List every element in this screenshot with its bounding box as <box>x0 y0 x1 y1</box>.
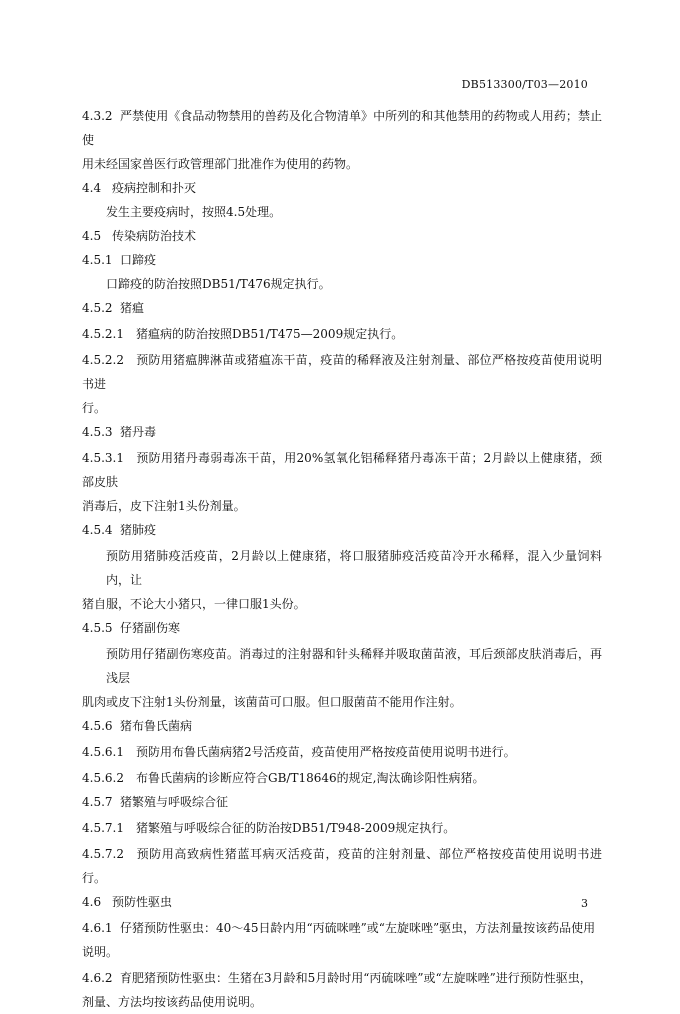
section-title: 猪布鲁氏菌病 <box>120 719 193 733</box>
section-number: 4.5.2 <box>82 301 113 315</box>
section-4-5-6 <box>82 714 602 738</box>
section-4-5-1 <box>82 248 602 272</box>
section-number: 4.5 <box>82 229 102 243</box>
paragraph-4-5-4: 预防用猪肺疫活疫苗，2月龄以上健康猪，将口服猪肺疫活疫苗冷开水稀释，混入少量饲料内，让 <box>106 549 602 587</box>
clause-text: 布鲁氏菌病的诊断应符合GB/T18646的规定,淘汰确诊阳性病猪。 <box>136 771 485 785</box>
clause-4-5-7-1 <box>82 816 602 840</box>
section-number: 4.5.3 <box>82 425 113 439</box>
section-number: 4.4 <box>82 181 102 195</box>
clause-4-5-3-1 <box>82 446 602 494</box>
section-title: 疫病控制和扑灭 <box>112 181 197 195</box>
clause-number: 4.5.7.2 <box>82 847 124 861</box>
paragraph-4-5-4-cont: 猪自服，不论大小猪只，一律口服1头份。 <box>82 597 306 611</box>
clause-4-5-6-2 <box>82 766 602 790</box>
clause-text: 严禁使用《食品动物禁用的兽药及化合物清单》中所列的和其他禁用的药物或人用药；禁止使 <box>82 109 602 147</box>
section-title: 传染病防治技术 <box>112 229 197 243</box>
clause-4-6-2-cont: 剂量、方法均按该药品使用说明。 <box>82 995 263 1009</box>
section-4-5-7 <box>82 790 602 814</box>
document-body <box>82 104 602 1014</box>
page-number: 3 <box>581 897 588 910</box>
clause-number: 4.5.6.2 <box>82 771 124 785</box>
paragraph-4-5-5-cont: 肌肉或皮下注射1头份剂量，该菌苗可口服。但口服菌苗不能用作注射。 <box>82 695 462 709</box>
section-4-4 <box>82 176 602 200</box>
section-title: 猪繁殖与呼吸综合征 <box>120 795 229 809</box>
clause-4-6-1-cont: 说明。 <box>82 945 119 959</box>
clause-4-6-2 <box>82 966 602 990</box>
clause-number: 4.6.2 <box>82 971 113 985</box>
section-4-5 <box>82 224 602 248</box>
clause-text: 猪瘟病的防治按照DB51/T475—2009规定执行。 <box>136 327 404 341</box>
clause-number: 4.3.2 <box>82 109 113 123</box>
section-4-5-2 <box>82 296 602 320</box>
section-4-5-4 <box>82 518 602 542</box>
section-4-5-3 <box>82 420 602 444</box>
section-number: 4.5.7 <box>82 795 113 809</box>
section-number: 4.5.4 <box>82 523 113 537</box>
clause-4-5-2-2-cont: 行。 <box>82 401 107 415</box>
clause-4-3-2 <box>82 104 602 152</box>
clause-number: 4.5.7.1 <box>82 821 124 835</box>
clause-4-5-7-2 <box>82 842 602 890</box>
section-number: 4.5.5 <box>82 621 113 635</box>
clause-text: 育肥猪预防性驱虫：生猪在3月龄和5月龄时用“丙硫咪唑”或“左旋咪唑”进行预防性驱虫， <box>120 971 592 985</box>
clause-number: 4.5.6.1 <box>82 745 124 759</box>
clause-text: 预防用猪丹毒弱毒冻干苗，用20%氢氧化铝稀释猪丹毒冻干苗；2月龄以上健康猪，颈部皮肤 <box>82 451 602 489</box>
clause-number: 4.5.2.2 <box>82 353 124 367</box>
section-number: 4.5.1 <box>82 253 113 267</box>
section-title: 仔猪副伤寒 <box>120 621 181 635</box>
paragraph-4-4: 发生主要疫病时，按照4.5处理。 <box>106 205 282 219</box>
section-title: 猪瘟 <box>120 301 145 315</box>
section-number: 4.6 <box>82 895 102 909</box>
section-title: 口蹄疫 <box>120 253 157 267</box>
section-title: 预防性驱虫 <box>112 895 173 909</box>
clause-number: 4.5.2.1 <box>82 327 124 341</box>
clause-4-5-2-1 <box>82 322 602 346</box>
clause-number: 4.5.3.1 <box>82 451 124 465</box>
document-code: DB513300/T03—2010 <box>461 78 588 91</box>
section-title: 猪肺疫 <box>120 523 157 537</box>
clause-4-3-2-cont: 用未经国家兽医行政管理部门批准作为使用的药物。 <box>82 157 359 171</box>
section-4-6 <box>82 890 602 914</box>
clause-4-5-2-2 <box>82 348 602 396</box>
section-4-5-5 <box>82 616 602 640</box>
clause-4-5-3-1-cont: 消毒后，皮下注射1头份剂量。 <box>82 499 246 513</box>
clause-text: 预防用高致病性猪蓝耳病灭活疫苗，疫苗的注射剂量、部位严格按疫苗使用说明书进行。 <box>82 847 602 885</box>
paragraph-4-5-5: 预防用仔猪副伤寒疫苗。消毒过的注射器和针头稀释并吸取菌苗液，耳后颈部皮肤消毒后，再浅层 <box>106 647 602 685</box>
clause-text: 预防用猪瘟脾淋苗或猪瘟冻干苗，疫苗的稀释液及注射剂量、部位严格按疫苗使用说明书进 <box>82 353 602 391</box>
clause-4-5-6-1 <box>82 740 602 764</box>
clause-text: 仔猪预防性驱虫：40～45日龄内用“丙硫咪唑”或“左旋咪唑”驱虫，方法剂量按该药品使用 <box>120 921 596 935</box>
clause-4-6-1 <box>82 916 602 940</box>
clause-text: 预防用布鲁氏菌病猪2号活疫苗，疫苗使用严格按疫苗使用说明书进行。 <box>136 745 516 759</box>
section-number: 4.5.6 <box>82 719 113 733</box>
clause-number: 4.6.1 <box>82 921 113 935</box>
clause-text: 猪繁殖与呼吸综合征的防治按DB51/T948-2009规定执行。 <box>136 821 456 835</box>
section-title: 猪丹毒 <box>120 425 157 439</box>
paragraph-4-5-1: 口蹄疫的防治按照DB51/T476规定执行。 <box>106 277 331 291</box>
